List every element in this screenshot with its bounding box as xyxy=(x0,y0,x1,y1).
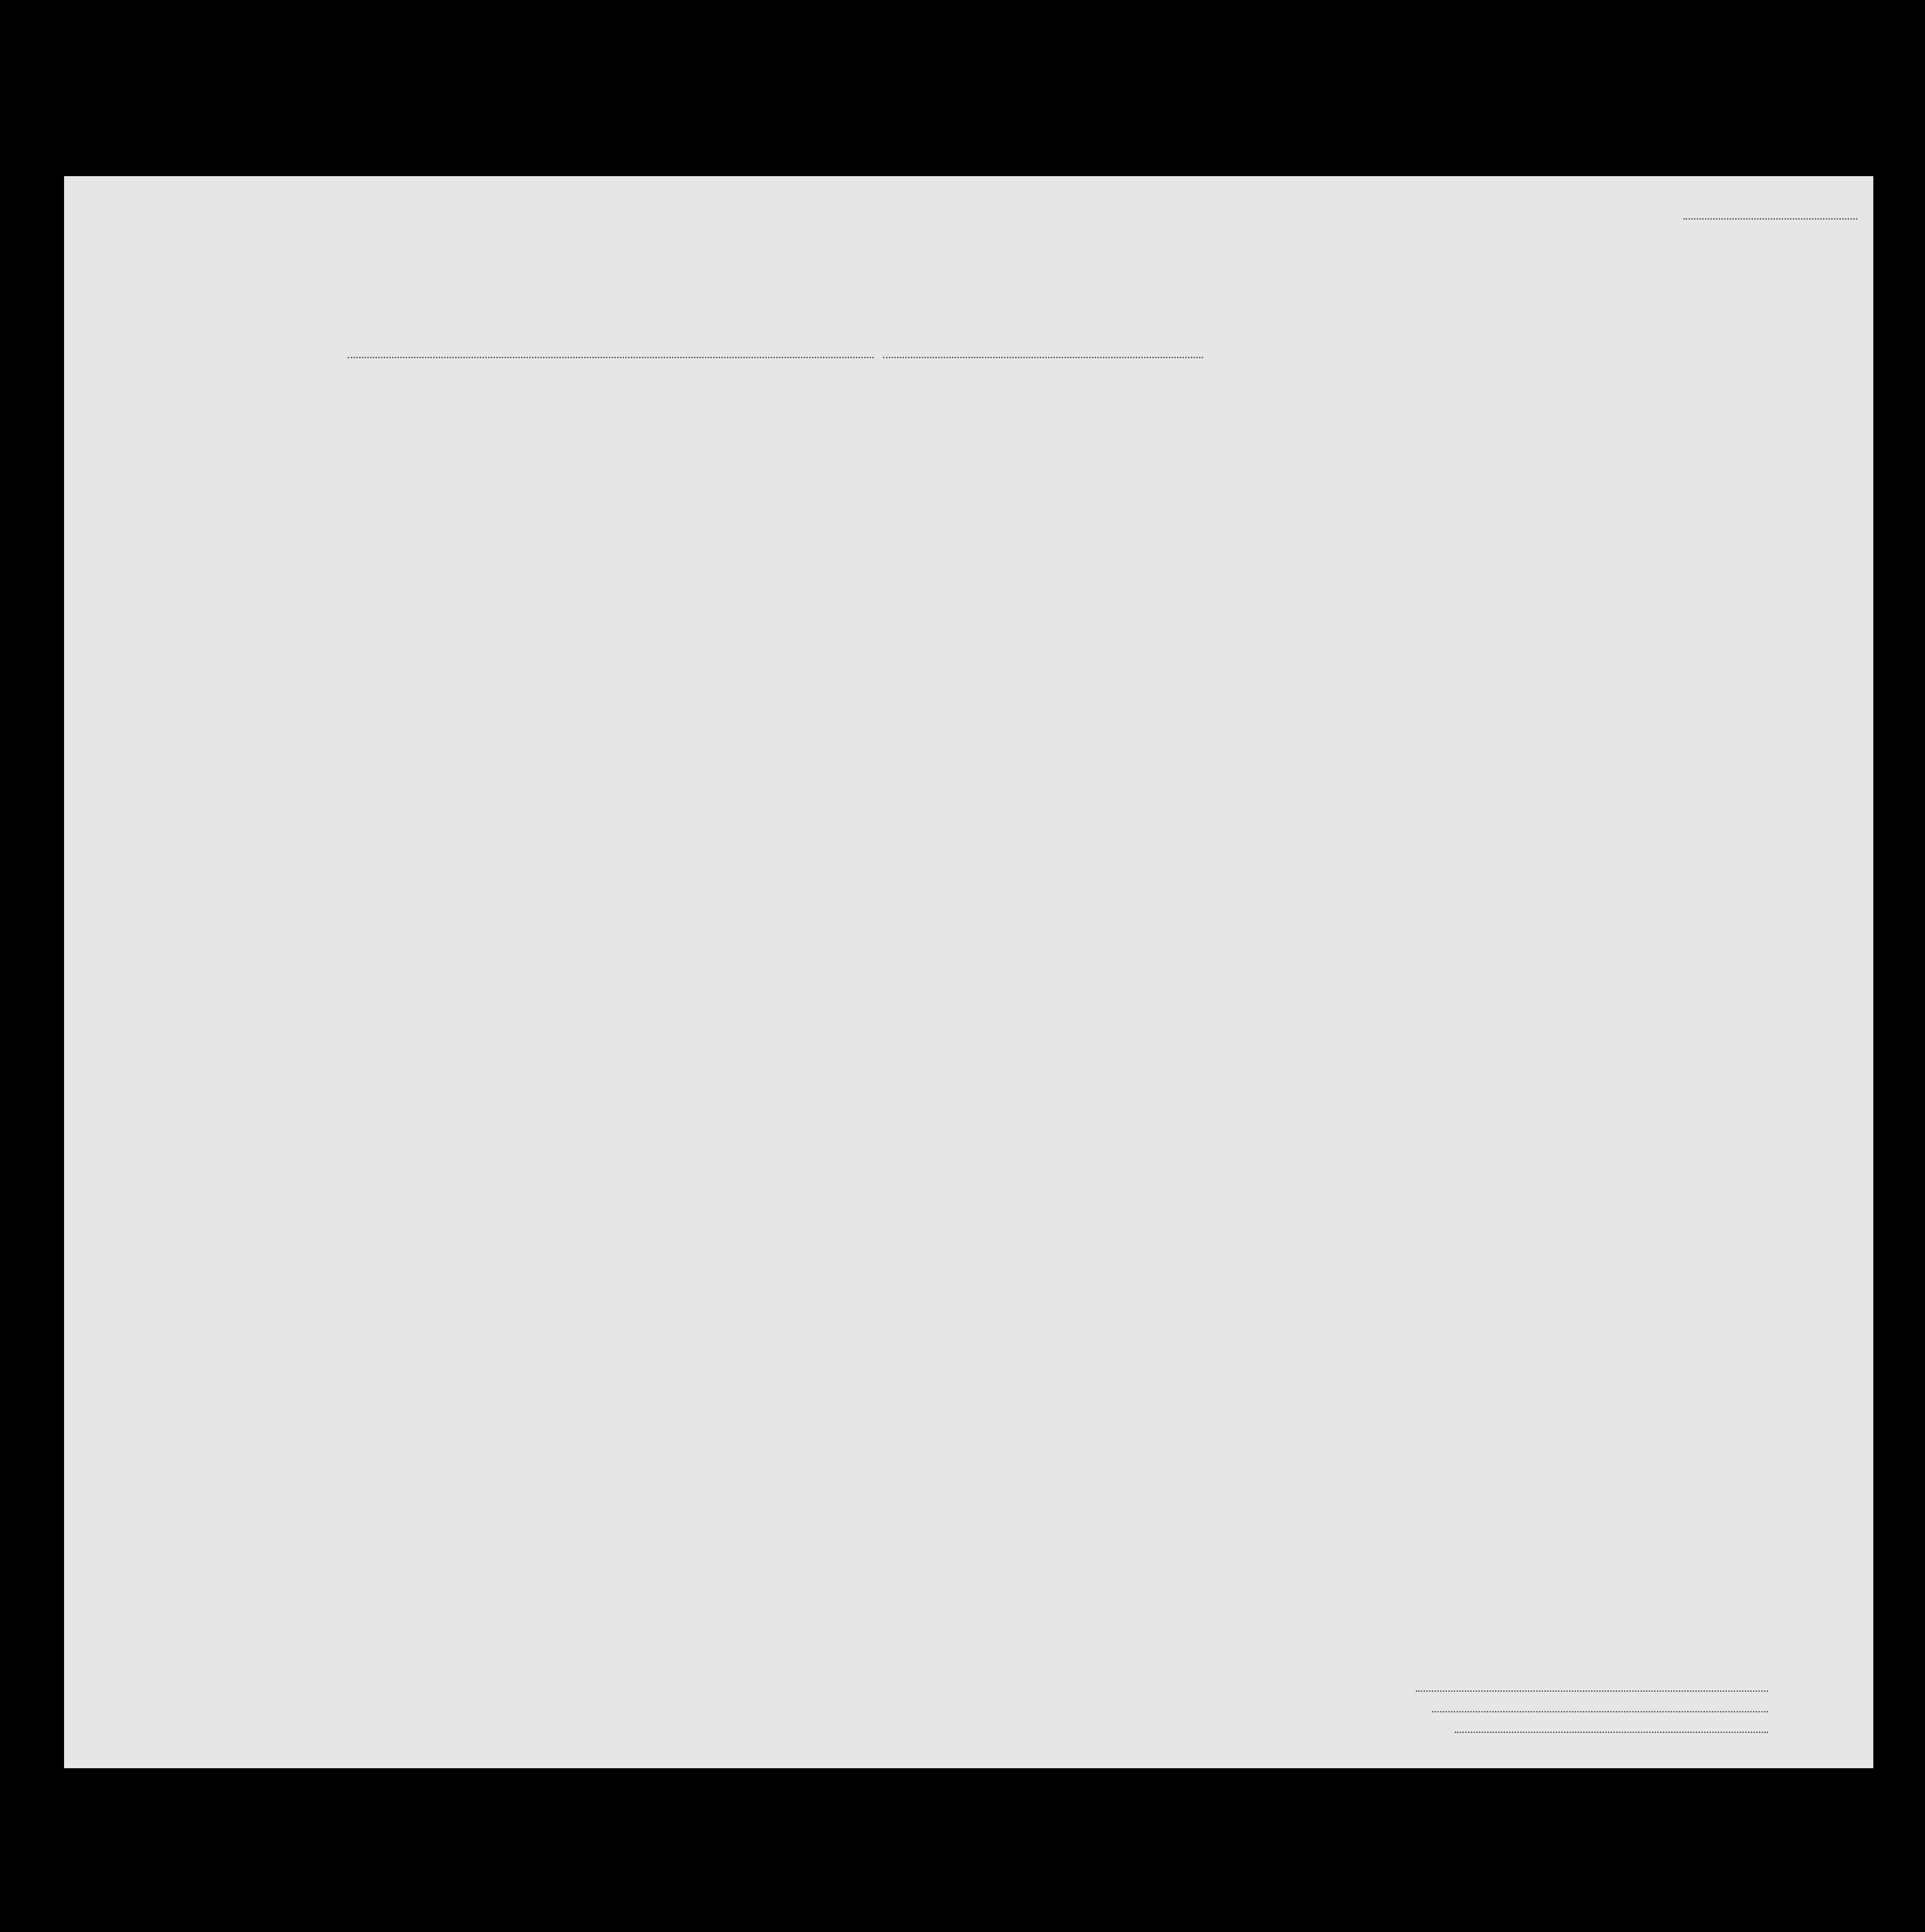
manifest-sheet xyxy=(64,176,1873,1768)
agents-rule xyxy=(1455,1732,1768,1733)
header-ever-before xyxy=(704,419,947,430)
line-rule xyxy=(1416,1690,1768,1692)
owners-rule xyxy=(1432,1711,1768,1712)
header-final-destination xyxy=(416,423,563,434)
manifest-grid xyxy=(64,176,1873,1768)
